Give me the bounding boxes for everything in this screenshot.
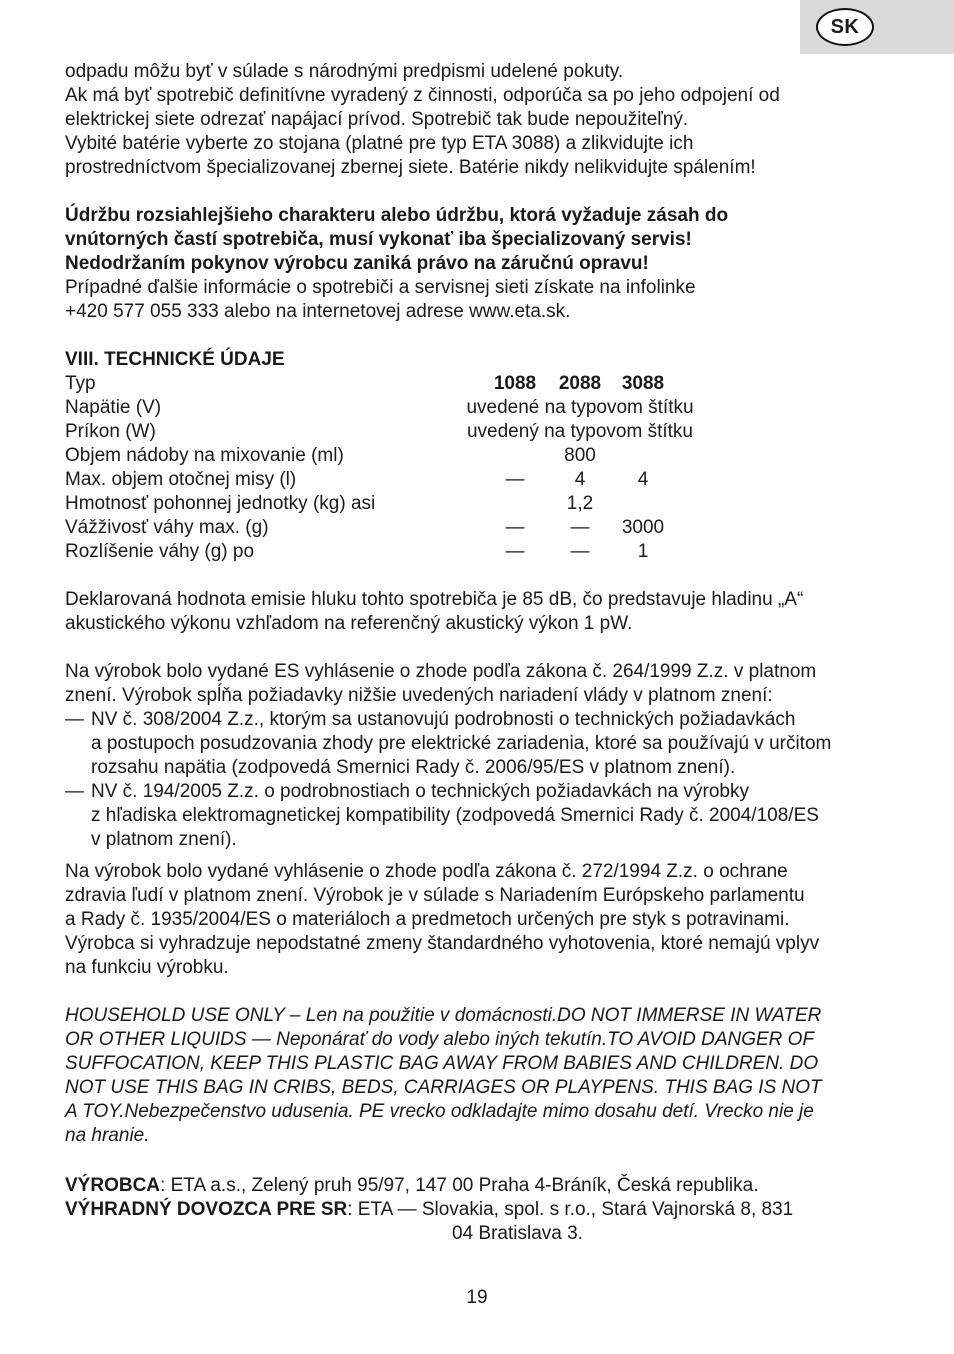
- warning-line: na hranie.: [65, 1125, 150, 1146]
- regulation-list-item: [65, 708, 895, 780]
- text-line: v platnom znení).: [91, 829, 237, 850]
- text-line: odpadu môžu byť v súlade s národnými predpismi udelené pokuty.: [65, 61, 624, 82]
- es-declaration-paragraph: [65, 660, 895, 852]
- service-paragraph: [65, 204, 895, 324]
- warning-line: HOUSEHOLD USE ONLY – Len na použitie v domácnosti.DO NOT IMMERSE IN WATER: [65, 1005, 822, 1026]
- dash-bullet: —: [65, 709, 84, 730]
- text-line: Prípadné ďalšie informácie o spotrebiči a servisnej sieti získate na infolinke: [65, 277, 696, 298]
- text-line: a Rady č. 1935/2004/ES o materiáloch a predmetoch určených pre styk s potravinami.: [65, 909, 790, 930]
- spec-value: 1,2: [566, 493, 594, 514]
- spec-value: —: [505, 541, 525, 562]
- text-line: Vybité batérie vyberte zo stojana (platné pre typ ETA 3088) a zlikvidujte ich: [65, 133, 694, 154]
- text-line: NV č. 308/2004 Z.z., ktorým sa ustanovujú podrobnosti o technických požiadavkách: [91, 709, 796, 730]
- spec-label: Príkon (W): [65, 421, 156, 442]
- spec-label: Napätie (V): [65, 397, 162, 418]
- text-line: Na výrobok bolo vydané vyhlásenie o zhode podľa zákona č. 272/1994 Z.z. o ochrane: [65, 861, 788, 882]
- dash-bullet: —: [65, 781, 84, 802]
- importer-text: : ETA — Slovakia, spol. s r.o., Stará Vajnorská 8, 831: [347, 1199, 794, 1220]
- spec-row: [65, 468, 895, 492]
- manufacturer-label: VÝROBCA: [65, 1175, 161, 1196]
- text-line: zdravia ľudí v platnom znení. Výrobok je v súlade s Nariadením Európskeho parlamentu: [65, 885, 805, 906]
- text-line: akustického výkonu vzhľadom na referenčný akustický výkon 1 pW.: [65, 613, 633, 634]
- spec-value: 4: [574, 469, 586, 490]
- spec-label: Hmotnosť pohonnej jednotky (kg) asi: [65, 493, 376, 514]
- importer-address-line2: 04 Bratislava 3.: [452, 1223, 583, 1244]
- spec-value: 3000: [621, 517, 665, 538]
- manufacturer-block: [65, 1174, 895, 1246]
- spec-label: Vážživosť váhy max. (g): [65, 517, 269, 538]
- spec-value: 1: [637, 541, 649, 562]
- manufacturer-text: : ETA a.s., Zelený pruh 95/97, 147 00 Praha 4-Bráník, Česká republika.: [160, 1175, 759, 1196]
- spec-value: uvedené na typovom štítku: [466, 397, 694, 418]
- text-line: Na výrobok bolo vydané ES vyhlásenie o zhode podľa zákona č. 264/1999 Z.z. v platnom: [65, 661, 817, 682]
- warning-line: NOT USE THIS BAG IN CRIBS, BEDS, CARRIAGES OR PLAYPENS. THIS BAG IS NOT: [65, 1077, 822, 1098]
- model-header: 2088: [558, 373, 602, 394]
- section-heading: VIII. TECHNICKÉ ÚDAJE: [65, 349, 285, 370]
- spec-value: —: [505, 517, 525, 538]
- model-header: 3088: [621, 373, 665, 394]
- technical-data-section: [65, 348, 895, 564]
- language-tab: [800, 0, 954, 54]
- manufacturer-line: [65, 1174, 895, 1198]
- importer-line: [65, 1198, 895, 1222]
- intro-paragraph: [65, 60, 895, 180]
- text-line: Ak má byť spotrebič definitívne vyradený z činnosti, odporúča sa po jeho odpojení od: [65, 85, 780, 106]
- warning-line: SUFFOCATION, KEEP THIS PLASTIC BAG AWAY FROM BABIES AND CHILDREN. DO: [65, 1053, 819, 1074]
- spec-row: [65, 540, 895, 564]
- spec-label: Objem nádoby na mixovanie (ml): [65, 445, 344, 466]
- warning-line: A TOY.Nebezpečenstvo udusenia. PE vrecko odkladajte mimo dosahu detí. Vrecko nie je: [65, 1101, 814, 1122]
- service-warning-line: vnútorných častí spotrebiča, musí vykonať iba špecializovaný servis!: [65, 229, 692, 250]
- spec-value: 4: [637, 469, 649, 490]
- spec-row: [65, 420, 895, 444]
- spec-label: Rozlíšenie váhy (g) po: [65, 541, 255, 562]
- spec-row: [65, 492, 895, 516]
- regulation-list-item: [65, 780, 895, 852]
- spec-label: Typ: [65, 373, 96, 394]
- spec-value: —: [570, 541, 590, 562]
- spec-row-type: [65, 372, 895, 396]
- text-line: znení. Výrobok spĺňa požiadavky nižšie uvedených nariadení vlády v platnom znení:: [65, 685, 773, 706]
- spec-label: Max. objem otočnej misy (l): [65, 469, 297, 490]
- language-badge: SK: [816, 8, 874, 46]
- spec-row: [65, 396, 895, 420]
- text-line: rozsahu napätia (zodpovedá Smernici Rady č. 2006/95/ES v platnom znení).: [91, 757, 736, 778]
- text-line: +420 577 055 333 alebo na internetovej adrese www.eta.sk.: [65, 301, 571, 322]
- text-line: Deklarovaná hodnota emisie hluku tohto spotrebiča je 85 dB, čo predstavuje hladinu „A“: [65, 589, 804, 610]
- spec-value: —: [570, 517, 590, 538]
- page-number: 19: [466, 1287, 488, 1308]
- text-line: z hľadiska elektromagnetickej kompatibility (zodpovedá Smernici Rady č. 2004/108/ES: [91, 805, 819, 826]
- text-line: a postupoch posudzovania zhody pre elektrické zariadenia, ktoré sa používajú v určitom: [91, 733, 832, 754]
- spec-row: [65, 444, 895, 468]
- spec-row: [65, 516, 895, 540]
- spec-value: 800: [564, 445, 596, 466]
- importer-label: VÝHRADNÝ DOVOZCA PRE SR: [65, 1199, 348, 1220]
- model-header: 1088: [493, 373, 537, 394]
- food-contact-paragraph: [65, 860, 895, 980]
- warning-line: OR OTHER LIQUIDS — Neponárať do vody alebo iných tekutín.TO AVOID DANGER OF: [65, 1029, 815, 1050]
- text-line: na funkciu výrobku.: [65, 957, 229, 978]
- noise-paragraph: [65, 588, 895, 636]
- service-warning-line: Údržbu rozsiahlejšieho charakteru alebo údržbu, ktorá vyžaduje zásah do: [65, 205, 729, 226]
- text-line: Výrobca si vyhradzuje nepodstatné zmeny štandardného vyhotovenia, ktoré nemajú vplyv: [65, 933, 820, 954]
- page-content: [65, 60, 895, 1246]
- warning-paragraph: [65, 1004, 895, 1148]
- spec-value: —: [505, 469, 525, 490]
- text-line: prostredníctvom špecializovanej zbernej siete. Batérie nikdy nelikvidujte spálením!: [65, 157, 756, 178]
- text-line: elektrickej siete odrezať napájací prívod. Spotrebič tak bude nepoužiteľný.: [65, 109, 689, 130]
- spec-value: uvedený na typovom štítku: [466, 421, 693, 442]
- text-line: NV č. 194/2005 Z.z. o podrobnostiach o technických požiadavkách na výrobky: [91, 781, 749, 802]
- service-warning-line: Nedodržaním pokynov výrobcu zaniká právo na záručnú opravu!: [65, 253, 649, 274]
